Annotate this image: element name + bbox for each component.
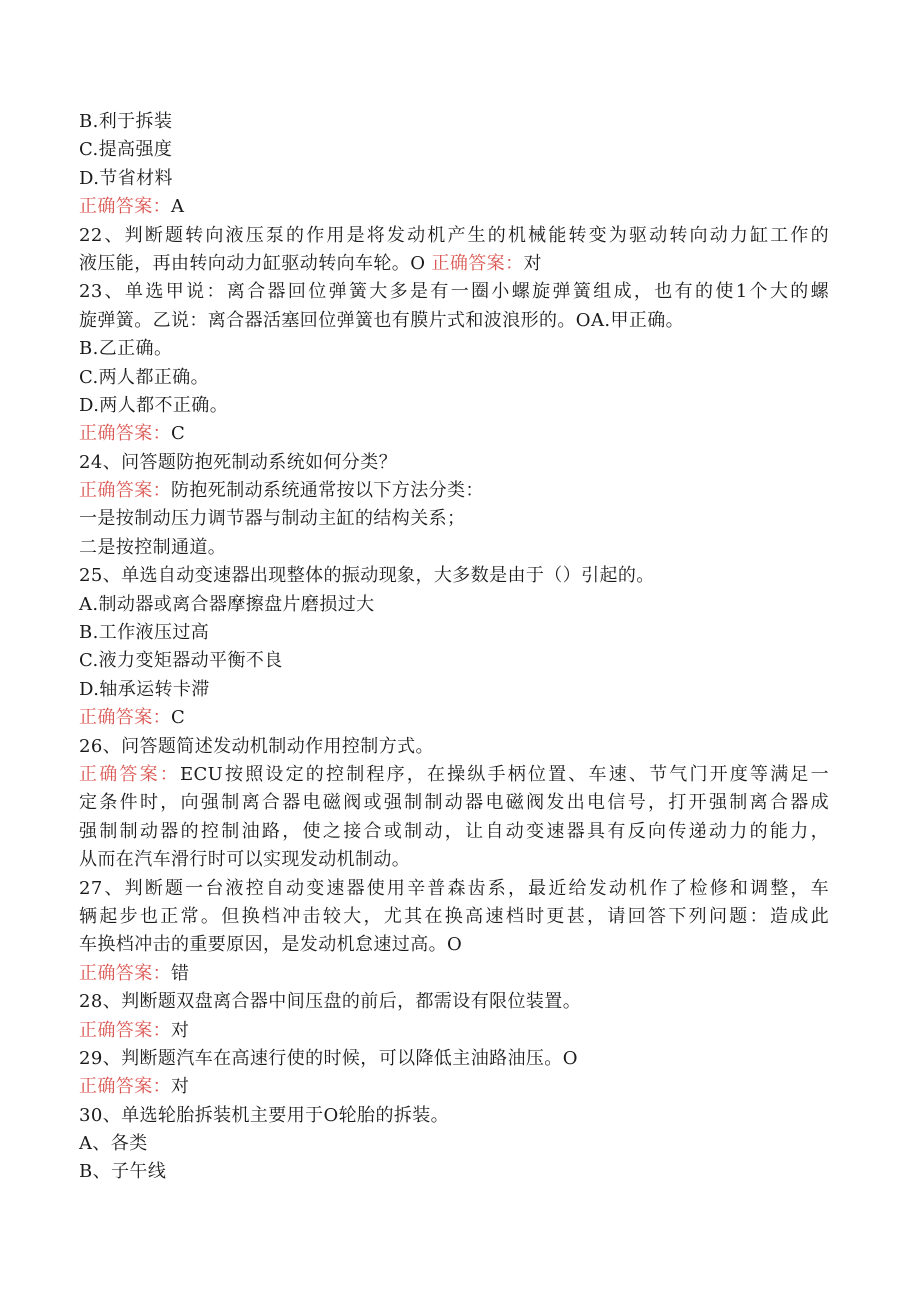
line-text: 强制制动器的控制油路，使之接合或制动，让自动变速器具有反向传递动力的能力， [79,820,829,842]
text-line [79,307,829,335]
text-line [79,505,829,533]
line-text: A.制动器或离合器摩擦盘片磨损过大 [79,593,375,615]
text-line [79,335,829,363]
line-text: 23、单选甲说：离合器回位弹簧大多是有一圈小螺旋弹簧组成，也有的使1个大的螺 [79,281,829,303]
text-line [79,108,829,136]
text-line [79,165,829,193]
answer-line [79,1073,829,1101]
answer-label: 正确答案： [79,763,180,785]
line-text: C.液力变矩器动平衡不良 [79,650,283,672]
line-text: D.两人都不正确。 [79,394,229,416]
answer-value: 错 [171,962,190,984]
answer-line [79,477,829,505]
line-text: 25、单选自动变速器出现整体的振动现象，大多数是由于（）引起的。 [79,565,655,587]
answer-label: 正确答案： [79,480,171,502]
line-text: A、各类 [79,1133,148,1155]
answer-line [79,193,829,221]
answer-label: 正确答案： [79,423,171,445]
line-text: 22、判断题转向液压泵的作用是将发动机产生的机械能转变为驱动转向动力缸工作的 [79,224,829,246]
answer-label: 正确答案： [79,196,171,218]
text-line [79,449,829,477]
answer-line [79,1017,829,1045]
line-text: 30、单选轮胎拆装机主要用于O轮胎的拆装。 [79,1104,450,1126]
text-line [79,392,829,420]
answer-value: 对 [523,252,542,274]
line-text: 从而在汽车滑行时可以实现发动机制动。 [79,849,411,871]
line-text: 26、问答题简述发动机制动作用控制方式。 [79,735,434,757]
line-text: 29、判断题汽车在高速行使的时候，可以降低主油路油压。O [79,1047,578,1069]
text-line [79,789,829,817]
text-line [79,222,829,250]
line-text: C.提高强度 [79,139,173,161]
answer-label: 正确答案： [79,1019,171,1041]
answer-value: ECU按照设定的控制程序，在操纵手柄位置、车速、节气门开度等满足一 [179,763,830,785]
line-text: C.两人都正确。 [79,366,210,388]
text-line [79,931,829,959]
answer-label: 正确答案： [431,252,524,274]
line-text: 定条件时，向强制离合器电磁阀或强制制动器电磁阀发出电信号，打开强制离合器成 [79,792,829,814]
answer-label: 正确答案： [79,962,171,984]
line-text: D.轴承运转卡滞 [79,678,210,700]
text-line [79,676,829,704]
text-line [79,534,829,562]
text-line [79,278,829,306]
text-line [79,1102,829,1130]
text-line [79,619,829,647]
answer-label: 正确答案： [79,1076,171,1098]
line-text: 辆起步也正常。但换档冲击较大，尤其在换高速档时更甚，请回答下列问题：造成此 [79,905,829,927]
line-text: 28、判断题双盘离合器中间压盘的前后，都需设有限位装置。 [79,991,582,1013]
text-line [79,903,829,931]
text-line [79,988,829,1016]
answer-line [79,704,829,732]
answer-line [79,761,829,789]
text-line [79,1158,829,1186]
answer-line [79,960,829,988]
text-line [79,1130,829,1158]
line-text: 车换档冲击的重要原因，是发动机怠速过高。O [79,934,463,956]
line-text: D.节省材料 [79,167,173,189]
answer-value: A [171,196,185,218]
line-text: 液压能，再由转向动力缸驱动转向车轮。O [79,252,432,274]
text-line [79,647,829,675]
line-text: 24、问答题防抱死制动系统如何分类？ [79,451,398,473]
text-line [79,875,829,903]
line-text: B.利于拆装 [79,111,173,132]
answer-value: C [171,707,186,729]
text-line [79,846,829,874]
answer-value: 对 [171,1019,190,1041]
answer-value: 对 [171,1076,190,1098]
text-line [79,136,829,164]
text-line [79,733,829,761]
line-text: 二是按控制通道。 [79,536,227,558]
answer-value: C [171,423,186,445]
answer-line [79,250,829,278]
line-text: B.工作液压过高 [79,622,210,644]
line-text: B、子午线 [79,1161,167,1183]
text-line [79,562,829,590]
line-text: 旋弹簧。乙说：离合器活塞回位弹簧也有膜片式和波浪形的。OA.甲正确。 [79,309,685,331]
answer-line [79,420,829,448]
text-line [79,364,829,392]
answer-value: 防抱死制动系统通常按以下方法分类： [171,480,484,502]
text-line [79,591,829,619]
text-line [79,1045,829,1073]
line-text: B.乙正确。 [79,338,173,360]
text-line [79,818,829,846]
line-text: 一是按制动压力调节器与制动主缸的结构关系； [79,508,466,530]
document-page [79,108,829,1187]
answer-label: 正确答案： [79,707,171,729]
line-text: 27、判断题一台液控自动变速器使用辛普森齿系，最近给发动机作了检修和调整，车 [79,877,829,899]
